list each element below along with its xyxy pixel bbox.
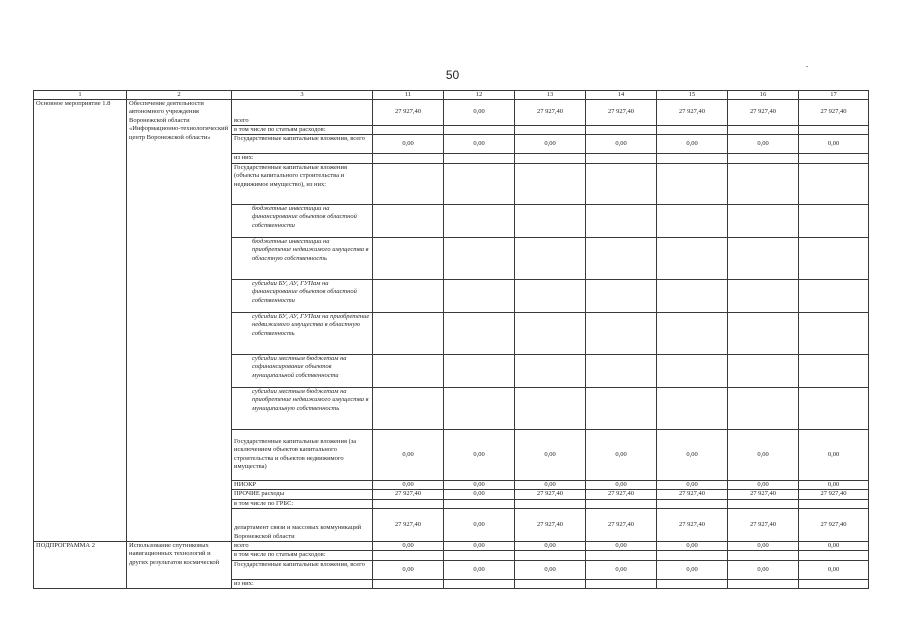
value-cell [444, 387, 515, 429]
value-cell: 0,00 [586, 135, 657, 154]
value-cell [444, 354, 515, 387]
expense-label-cell: субсидии местным бюджетам на софинансирование объектов муниципальной собственности [232, 354, 373, 387]
value-cell [799, 387, 869, 429]
value-cell: 0,00 [728, 560, 799, 579]
value-cell: 0,00 [657, 135, 728, 154]
value-cell [515, 126, 586, 135]
value-cell: 0,00 [444, 560, 515, 579]
value-cell [728, 499, 799, 508]
value-cell: 0,00 [373, 480, 444, 489]
value-cell: 27 927,40 [586, 509, 657, 542]
value-cell [586, 579, 657, 588]
expense-label-cell: Государственные капитальные вложения, всего [232, 135, 373, 154]
value-cell [373, 354, 444, 387]
value-cell: 0,00 [373, 542, 444, 551]
value-cell: 0,00 [444, 490, 515, 499]
value-cell [373, 387, 444, 429]
value-cell: 27 927,40 [728, 100, 799, 126]
value-cell: 0,00 [444, 429, 515, 480]
value-cell [657, 312, 728, 354]
value-cell [657, 499, 728, 508]
column-header: 12 [444, 91, 515, 100]
value-cell [657, 204, 728, 237]
measure-name-cell: Основное мероприятие 1.8 [34, 100, 127, 542]
value-cell [728, 579, 799, 588]
value-cell: 0,00 [515, 135, 586, 154]
expense-label-cell: из них: [232, 154, 373, 163]
value-cell: 0,00 [728, 135, 799, 154]
value-cell: 0,00 [373, 429, 444, 480]
value-cell [586, 237, 657, 279]
column-header: 15 [657, 91, 728, 100]
column-header: 11 [373, 91, 444, 100]
column-header: 16 [728, 91, 799, 100]
value-cell [444, 204, 515, 237]
value-cell [515, 279, 586, 312]
value-cell [444, 126, 515, 135]
expense-label-cell: Государственные капитальные вложения (за исключением объектов капитального строительства и объектов недвижимого имущества) [232, 429, 373, 480]
measure-name-cell: ПОДПРОГРАММА 2 [34, 542, 127, 589]
value-cell [728, 154, 799, 163]
value-cell: 0,00 [373, 135, 444, 154]
value-cell: 0,00 [444, 480, 515, 489]
value-cell [373, 126, 444, 135]
value-cell [728, 126, 799, 135]
value-cell [444, 279, 515, 312]
expense-label-cell: субсидии местным бюджетам на приобретение недвижимого имущества в муниципальную собственность [232, 387, 373, 429]
value-cell [657, 551, 728, 560]
column-header: 17 [799, 91, 869, 100]
value-cell [444, 237, 515, 279]
value-cell [657, 387, 728, 429]
value-cell: 0,00 [515, 542, 586, 551]
expense-label-cell: Государственные капитальные вложения, всего [232, 560, 373, 579]
value-cell [657, 279, 728, 312]
value-cell: 0,00 [728, 429, 799, 480]
value-cell [657, 154, 728, 163]
value-cell [586, 163, 657, 204]
value-cell [444, 154, 515, 163]
value-cell: 27 927,40 [515, 490, 586, 499]
value-cell: 0,00 [657, 480, 728, 489]
expense-label-cell: департамент связи и массовых коммуникаций Воронежской области [232, 509, 373, 542]
value-cell [515, 499, 586, 508]
value-cell [728, 237, 799, 279]
value-cell: 0,00 [657, 560, 728, 579]
value-cell [515, 163, 586, 204]
value-cell: 27 927,40 [586, 100, 657, 126]
header-row [34, 91, 869, 100]
value-cell: 27 927,40 [373, 509, 444, 542]
value-cell: 0,00 [586, 480, 657, 489]
value-cell [799, 154, 869, 163]
value-cell: 27 927,40 [373, 490, 444, 499]
value-cell [586, 551, 657, 560]
value-cell [586, 312, 657, 354]
value-cell [444, 499, 515, 508]
value-cell [515, 387, 586, 429]
scan-speck [806, 66, 808, 67]
column-header: 14 [586, 91, 657, 100]
value-cell: 0,00 [799, 480, 869, 489]
expense-label-cell: ПРОЧИЕ расходы [232, 490, 373, 499]
page-number: 50 [445, 68, 460, 82]
expense-label-cell: бюджетные инвестиции на приобретение недвижимого имущества в областную собственность [232, 237, 373, 279]
budget-table [33, 90, 869, 589]
value-cell: 27 927,40 [728, 509, 799, 542]
value-cell [728, 551, 799, 560]
value-cell [373, 579, 444, 588]
value-cell: 0,00 [373, 560, 444, 579]
value-cell [799, 312, 869, 354]
value-cell: 0,00 [444, 100, 515, 126]
value-cell [444, 163, 515, 204]
value-cell: 27 927,40 [515, 509, 586, 542]
expense-label-cell: в том числе по статьям расходов: [232, 551, 373, 560]
value-cell [799, 279, 869, 312]
value-cell [657, 126, 728, 135]
value-cell: 0,00 [444, 542, 515, 551]
value-cell [444, 312, 515, 354]
value-cell: 27 927,40 [799, 100, 869, 126]
value-cell [373, 204, 444, 237]
value-cell [586, 499, 657, 508]
value-cell: 27 927,40 [799, 509, 869, 542]
value-cell: 27 927,40 [657, 100, 728, 126]
value-cell [728, 354, 799, 387]
expense-label-cell: НИОКР [232, 480, 373, 489]
value-cell [373, 237, 444, 279]
value-cell [728, 387, 799, 429]
value-cell [373, 154, 444, 163]
value-cell [586, 126, 657, 135]
column-header: 13 [515, 91, 586, 100]
value-cell [586, 387, 657, 429]
expense-label-cell: Государственные капитальные вложения (объекты капитального строительства и недвижимое имущество), из них: [232, 163, 373, 204]
value-cell [657, 237, 728, 279]
expense-label-cell: всего [232, 100, 373, 126]
value-cell: 0,00 [586, 542, 657, 551]
value-cell [373, 163, 444, 204]
value-cell [799, 237, 869, 279]
value-cell: 0,00 [657, 429, 728, 480]
value-cell [799, 163, 869, 204]
value-cell: 0,00 [728, 480, 799, 489]
value-cell [728, 279, 799, 312]
value-cell [373, 499, 444, 508]
column-header: 2 [127, 91, 232, 100]
expense-label-cell: в том числе по статьям расходов: [232, 126, 373, 135]
value-cell: 0,00 [728, 542, 799, 551]
value-cell: 0,00 [444, 135, 515, 154]
value-cell [515, 237, 586, 279]
expense-label-cell: из них: [232, 579, 373, 588]
value-cell [444, 579, 515, 588]
value-cell: 27 927,40 [586, 490, 657, 499]
expense-label-cell: субсидии БУ, АУ, ГУПам на финансирование объектов областной собственности [232, 279, 373, 312]
value-cell: 0,00 [799, 542, 869, 551]
value-cell: 0,00 [799, 560, 869, 579]
expense-label-cell: бюджетные инвестиции на финансирование объектов областной собственности [232, 204, 373, 237]
measure-description-cell: Использование спутниковых навигационных технологий и других результатов космической [127, 542, 232, 589]
expense-label-cell: субсидии БУ, АУ, ГУПам на приобретение недвижимого имущества в областную собственность [232, 312, 373, 354]
expense-label-cell: всего [232, 542, 373, 551]
value-cell [799, 204, 869, 237]
value-cell: 0,00 [586, 560, 657, 579]
value-cell: 27 927,40 [515, 100, 586, 126]
value-cell [586, 354, 657, 387]
value-cell [799, 579, 869, 588]
value-cell: 0,00 [799, 135, 869, 154]
column-header: 1 [34, 91, 127, 100]
value-cell: 27 927,40 [373, 100, 444, 126]
value-cell [515, 154, 586, 163]
value-cell [515, 204, 586, 237]
value-cell [373, 551, 444, 560]
value-cell [515, 579, 586, 588]
value-cell [799, 551, 869, 560]
value-cell: 0,00 [515, 560, 586, 579]
expense-label-cell: в том числе по ГРБС: [232, 499, 373, 508]
value-cell: 0,00 [586, 429, 657, 480]
measure-description-cell: Обеспечение деятельности автономного учреждения Воронежской области «Информационно-технологический центр Воронежской области» [127, 100, 232, 542]
value-cell [515, 312, 586, 354]
value-cell [586, 154, 657, 163]
value-cell [515, 551, 586, 560]
value-cell [373, 279, 444, 312]
value-cell [586, 204, 657, 237]
value-cell: 27 927,40 [657, 490, 728, 499]
value-cell [515, 354, 586, 387]
value-cell [728, 204, 799, 237]
value-cell [799, 354, 869, 387]
table-row [34, 542, 869, 551]
value-cell: 0,00 [515, 480, 586, 489]
value-cell: 0,00 [515, 429, 586, 480]
value-cell [728, 163, 799, 204]
value-cell [444, 551, 515, 560]
table-row [34, 100, 869, 126]
value-cell [799, 126, 869, 135]
value-cell: 27 927,40 [657, 509, 728, 542]
value-cell [657, 163, 728, 204]
value-cell: 0,00 [444, 509, 515, 542]
column-header: 3 [232, 91, 373, 100]
value-cell [728, 312, 799, 354]
value-cell [657, 354, 728, 387]
value-cell: 27 927,40 [728, 490, 799, 499]
value-cell [799, 499, 869, 508]
value-cell: 27 927,40 [799, 490, 869, 499]
value-cell: 0,00 [657, 542, 728, 551]
value-cell [657, 579, 728, 588]
value-cell [373, 312, 444, 354]
value-cell [586, 279, 657, 312]
value-cell: 0,00 [799, 429, 869, 480]
